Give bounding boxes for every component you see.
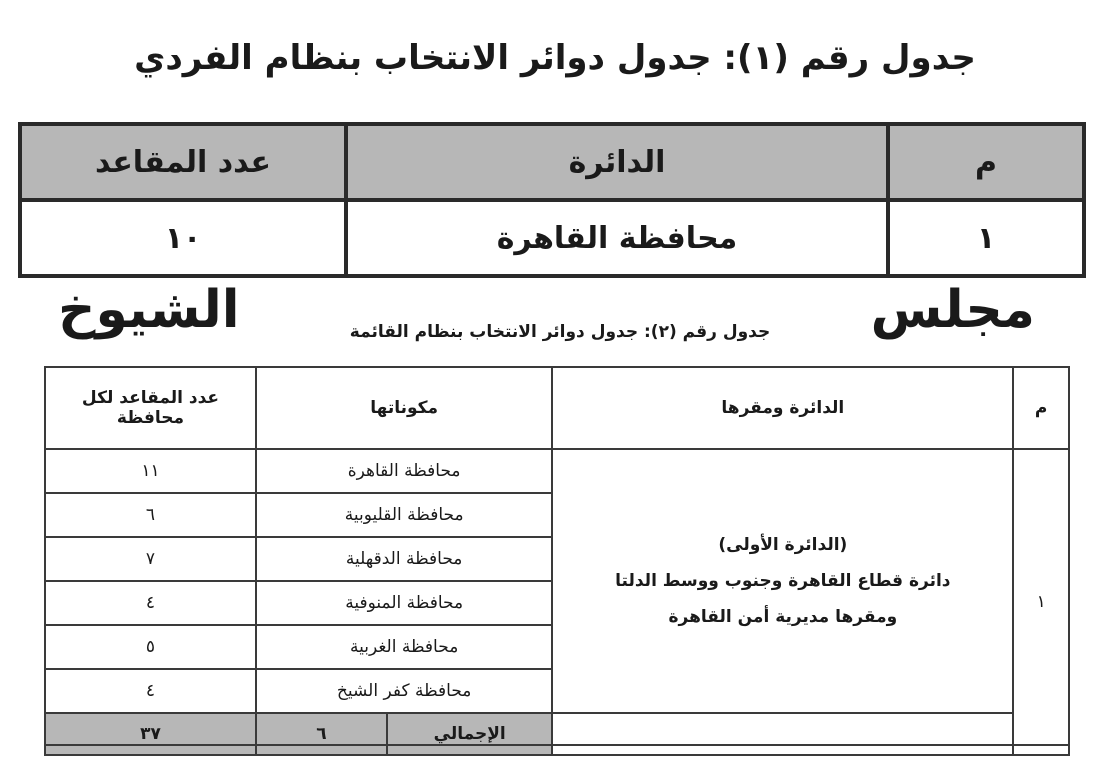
table1-header-seats: عدد المقاعد [20,124,346,200]
component-name: محافظة القاهرة [256,449,552,493]
table1-header-circuit: الدائرة [346,124,888,200]
total-count: ٦ [256,713,387,755]
table1-row-circuit: محافظة القاهرة [346,200,888,276]
component-seats: ٦ [45,493,256,537]
component-seats: ٤ [45,581,256,625]
table2-header-circuit: الدائرة ومقرها [552,367,1013,449]
component-seats: ٤ [45,669,256,713]
circuit-desc-line1: دائرة قطاع القاهرة وجنوب ووسط الدلتا [615,571,951,591]
table2-header-components: مكوناتها [256,367,552,449]
table1-title: جدول رقم (١): جدول دوائر الانتخاب بنظام الفردي [134,38,976,78]
component-name: محافظة القليوبية [256,493,552,537]
component-name: محافظة كفر الشيخ [256,669,552,713]
component-seats: ٧ [45,537,256,581]
table-row [20,200,1084,276]
table2-header-seats: عدد المقاعد لكل محافظة [45,367,256,449]
table1-header-row [20,124,1084,200]
table-row [45,449,1069,493]
total-label: الإجمالي [387,713,552,755]
component-seats: ٥ [45,625,256,669]
table2-bottom-edge [44,744,1070,760]
circuit-desc-line2: ومقرها مديرية أمن القاهرة [668,607,898,627]
table2-header-num: م [1013,367,1069,449]
overlay-text-right: مجلس [870,280,1035,340]
table1-row-num: ١ [888,200,1084,276]
component-name: محافظة المنوفية [256,581,552,625]
table2-header-row [45,367,1069,449]
table1-majoritarian [18,122,1086,278]
overlay-text-left: الشيوخ [58,280,240,340]
table1-header-num: م [888,124,1084,200]
table2-circuit-cell [552,449,1013,713]
circuit-name: (الدائرة الأولى) [718,535,848,555]
table2-circuit-num: ١ [1013,449,1069,755]
table1-row-seats: ١٠ [20,200,346,276]
component-name: محافظة الدقهلية [256,537,552,581]
total-seats: ٣٧ [45,713,256,755]
table2-list-system [44,366,1070,756]
component-seats: ١١ [45,449,256,493]
table2-title: جدول رقم (٢): جدول دوائر الانتخاب بنظام القائمة [349,322,771,342]
component-name: محافظة الغربية [256,625,552,669]
